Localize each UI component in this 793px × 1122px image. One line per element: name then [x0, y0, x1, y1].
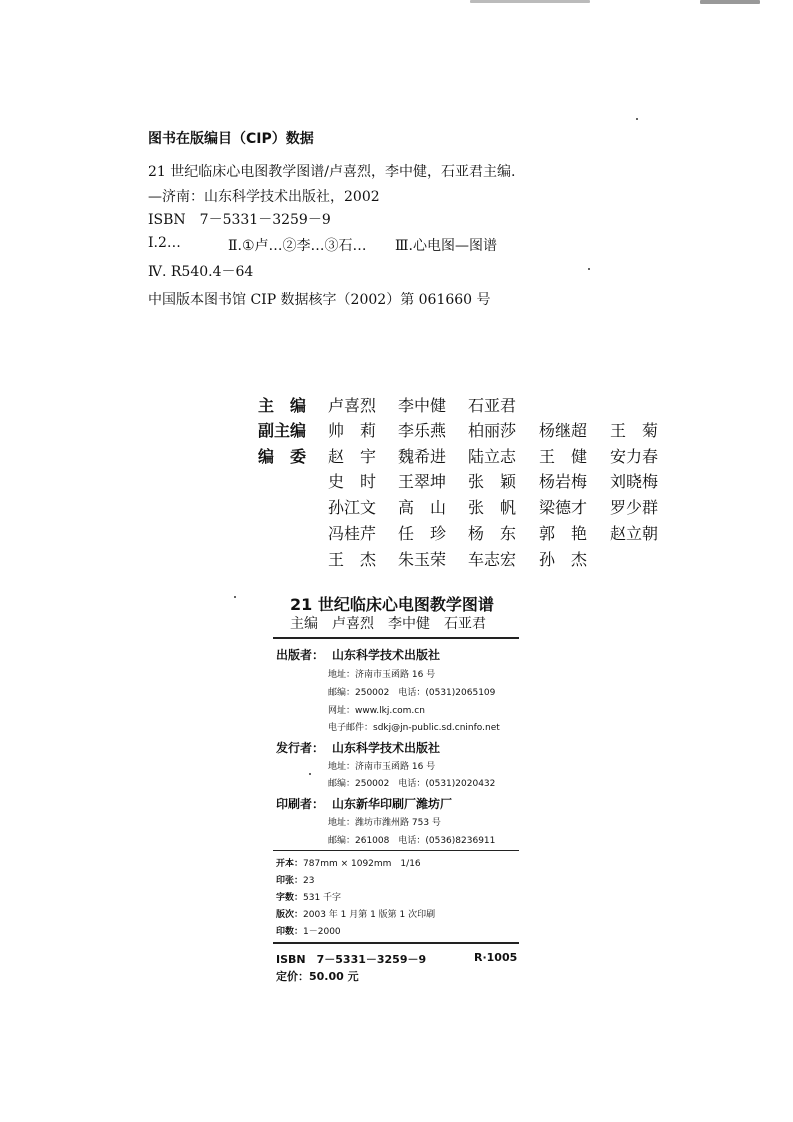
printer-name: 山东新华印刷厂潍坊厂: [332, 797, 453, 811]
publisher-website: 网址：www.lkj.com.cn: [328, 706, 425, 716]
distributor-postcode: 邮编：250002 电话：(0531)2020432: [328, 779, 496, 789]
isbn-number: ISBN 7－5331－3259－9: [276, 953, 427, 966]
board-member-name: 张 颖: [468, 472, 517, 491]
printer-label: 印刷者：: [276, 797, 325, 811]
printer-postcode: 邮编：261008 电话：(0536)8236911: [328, 836, 496, 846]
board-member-name: 魏希进: [398, 447, 447, 466]
board-member-name: 梁德才: [539, 498, 588, 517]
board-member-name: 王翠坤: [398, 472, 447, 491]
printer-address: 地址：潍坊市潍州路 753 号: [328, 818, 441, 828]
chief-editor-label: 主 编: [258, 396, 307, 415]
scan-speck: [636, 118, 638, 120]
cip-title-line: 21 世纪临床心电图教学图谱/卢喜烈，李中健，石亚君主编.: [148, 164, 516, 180]
publisher-address: 地址：济南市玉函路 16 号: [328, 670, 436, 680]
cip-isbn-line: ISBN 7－5331－3259－9: [148, 212, 331, 228]
cip-publisher-line: —济南：山东科学技术出版社，2002: [148, 189, 380, 205]
board-member-name: 赵 宇: [328, 447, 377, 466]
board-member-name: 王 杰: [328, 550, 377, 569]
board-member-name: 刘晓梅: [610, 472, 659, 491]
board-member-name: 罗少群: [610, 498, 659, 517]
scan-edge-artifact: [700, 0, 760, 4]
board-label: 编 委: [258, 447, 307, 466]
classification-code: R·1005: [474, 951, 518, 964]
divider: [273, 850, 519, 851]
spec-words: 字数：531 千字: [276, 893, 342, 903]
board-member-name: 安力春: [610, 447, 659, 466]
publisher-name: 山东科学技术出版社: [332, 648, 441, 662]
divider: [273, 637, 519, 639]
spec-print-run: 印数：1－2000: [276, 927, 341, 937]
spec-sheets: 印张：23: [276, 876, 315, 886]
deputy-editor-name: 李乐燕: [398, 421, 447, 440]
scan-speck: [234, 596, 236, 598]
board-member-name: 史 时: [328, 472, 377, 491]
publisher-postcode: 邮编：250002 电话：(0531)2065109: [328, 688, 496, 698]
board-member-name: 杨岩梅: [539, 472, 588, 491]
spec-edition: 版次：2003 年 1 月第 1 版第 1 次印刷: [276, 910, 436, 920]
distributor-name: 山东科学技术出版社: [332, 741, 441, 755]
distributor-label: 发行者：: [276, 741, 325, 755]
board-member-name: 张 帆: [468, 498, 517, 517]
cip-class-1: Ⅰ.2…: [148, 235, 181, 251]
board-member-name: 孙 杰: [539, 550, 588, 569]
cip-class-2: Ⅱ.①卢…②李…③石…: [228, 238, 367, 254]
board-member-name: 高 山: [398, 498, 447, 517]
board-member-name: 朱玉荣: [398, 550, 447, 569]
publisher-label: 出版者：: [276, 648, 325, 662]
cip-class-3: Ⅲ.心电图—图谱: [395, 238, 497, 254]
spec-format: 开本：787mm × 1092mm 1/16: [276, 859, 421, 869]
cip-classification-line: Ⅳ. R540.4－64: [148, 264, 254, 280]
distributor-address: 地址：济南市玉函路 16 号: [328, 762, 436, 772]
publisher-email: 电子邮件：sdkj@jn-public.sd.cninfo.net: [328, 723, 500, 733]
price: 定价：50.00 元: [276, 970, 359, 983]
book-title: 21 世纪临床心电图教学图谱: [290, 595, 494, 614]
deputy-editor-name: 杨继超: [539, 421, 588, 440]
cip-heading: 图书在版编目（CIP）数据: [148, 131, 314, 147]
scan-edge-artifact: [470, 0, 590, 3]
board-member-name: 杨 东: [468, 524, 517, 543]
deputy-editor-name: 柏丽莎: [468, 421, 517, 440]
chief-editor-name: 卢喜烈: [328, 396, 377, 415]
board-member-name: 王 健: [539, 447, 588, 466]
board-member-name: 孙江文: [328, 498, 377, 517]
deputy-editor-name: 帅 莉: [328, 421, 377, 440]
scan-speck: [588, 268, 590, 270]
divider: [273, 942, 519, 944]
board-member-name: 车志宏: [468, 550, 517, 569]
book-editors-line: 主编 卢喜烈 李中健 石亚君: [290, 616, 486, 632]
chief-editor-name: 石亚君: [468, 396, 517, 415]
board-member-name: 任 珍: [398, 524, 447, 543]
board-member-name: 冯桂芹: [328, 524, 377, 543]
deputy-editor-name: 王 菊: [610, 421, 659, 440]
deputy-editor-label: 副主编: [258, 421, 307, 440]
chief-editor-name: 李中健: [398, 396, 447, 415]
board-member-name: 陆立志: [468, 447, 517, 466]
board-member-name: 赵立朝: [610, 524, 659, 543]
scan-speck: [309, 773, 311, 775]
cip-record-number: 中国版本图书馆 CIP 数据核字（2002）第 061660 号: [148, 292, 491, 308]
board-member-name: 郭 艳: [539, 524, 588, 543]
